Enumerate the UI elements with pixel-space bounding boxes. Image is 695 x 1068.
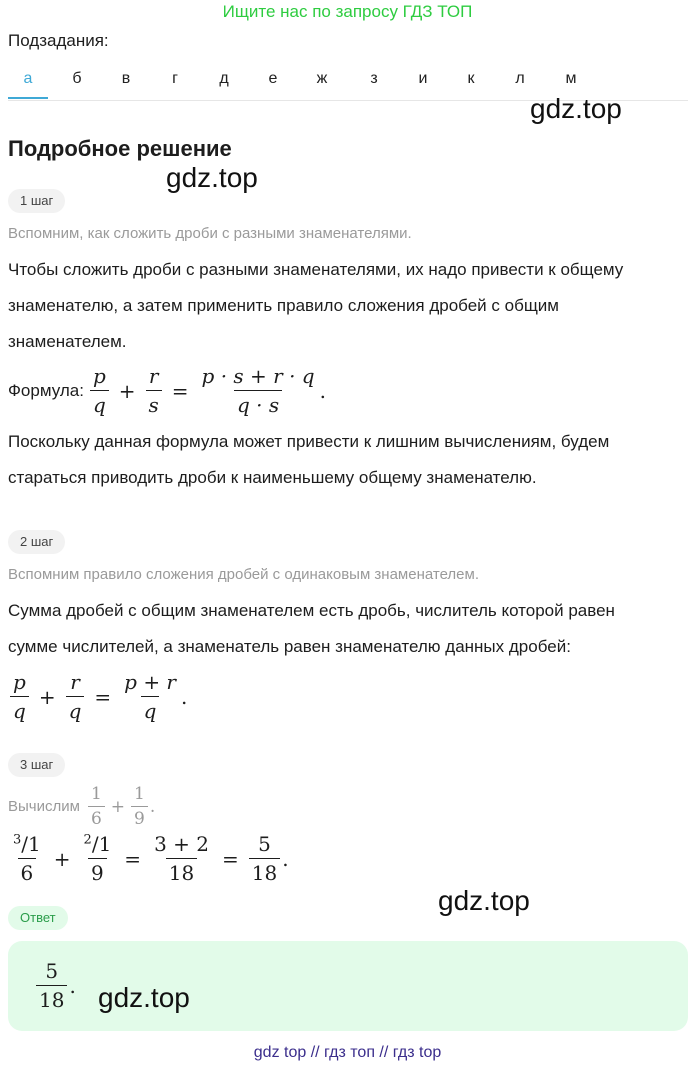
fraction: $\frac{^2/1}{9}$ [83, 832, 112, 885]
fraction: $\frac{^3/1}{6}$ [13, 832, 41, 885]
step-2-line-2: сумме числителей, а знаменатель равен знаменателю данных дробей: [8, 637, 571, 656]
step-1-line-2: знаменателю, а затем применить правило сложения дробей с общим [8, 296, 559, 315]
equals-sign: = [171, 378, 189, 403]
tab-e[interactable]: е [268, 70, 278, 87]
section-title: Подробное решение [8, 136, 232, 161]
tab-d[interactable]: д [219, 70, 229, 87]
answer-badge: Ответ [8, 906, 68, 930]
fraction: $\frac{3 + 2}{18}$ [154, 832, 209, 885]
plus-sign: + [110, 796, 126, 817]
fraction: $\frac{r}{s}$ [146, 364, 162, 417]
subtasks-label: Подзадания: [8, 31, 109, 50]
tab-i[interactable]: и [418, 70, 428, 87]
fraction: $\frac{r}{q}$ [66, 670, 85, 723]
fraction: $\frac{5}{18}$ [36, 959, 67, 1012]
period: . [282, 846, 289, 871]
step-2-text [8, 593, 688, 665]
step-1-text [8, 252, 688, 360]
equals-sign: = [221, 846, 239, 871]
equals-sign: = [94, 684, 112, 709]
plus-sign: + [53, 846, 71, 871]
tab-a[interactable]: а [8, 70, 48, 99]
step-2-hint: Вспомним правило сложения дробей с одинаковым знаменателем. [8, 566, 479, 583]
fraction: $\frac{p + r}{q}$ [124, 670, 176, 723]
period: . [319, 378, 326, 403]
step-1-line-3: знаменателем. [8, 332, 127, 351]
equals-sign: = [124, 846, 142, 871]
watermark: gdz.top [166, 162, 258, 193]
plus-sign: + [118, 378, 136, 403]
tab-b[interactable]: б [72, 70, 82, 87]
answer-value [34, 959, 76, 1012]
fraction: $\frac{1}{6}$ [88, 784, 105, 829]
step-2-badge: 2 шаг [8, 530, 65, 554]
period: . [69, 973, 76, 998]
plus-sign: + [38, 684, 56, 709]
tab-k[interactable]: к [467, 70, 475, 87]
step-2-line-1: Сумма дробей с общим знаменателем есть дробь, числитель которой равен [8, 601, 615, 620]
fraction: $\frac{1}{9}$ [131, 784, 148, 829]
step-1-line-1: Чтобы сложить дроби с разными знаменателями, их надо привести к общему [8, 260, 624, 279]
period: . [181, 684, 188, 709]
tab-v[interactable]: в [121, 70, 131, 87]
step-3-hint [8, 784, 155, 829]
tab-zh[interactable]: ж [316, 70, 328, 87]
fraction: $\frac{p}{q}$ [10, 670, 29, 723]
fraction: $\frac{p}{q}$ [90, 364, 109, 417]
step-1-badge: 1 шаг [8, 189, 65, 213]
tab-l[interactable]: л [515, 70, 525, 87]
step-1-formula [8, 364, 326, 417]
step-1-note-line-1: Поскольку данная формула может привести к лишним вычислениям, будем [8, 432, 610, 451]
watermark: gdz.top [530, 93, 622, 124]
step-3-computation [8, 832, 289, 885]
fraction: $\frac{5}{18}$ [249, 832, 280, 885]
tab-m[interactable]: м [565, 70, 577, 87]
formula-label: Формула: [8, 380, 84, 400]
fraction: $\frac{p \cdot s + r \cdot q}{q \cdot s}$ [201, 364, 315, 417]
search-banner: Ищите нас по запросу ГДЗ ТОП [222, 2, 473, 21]
watermark: gdz.top [438, 885, 530, 916]
step-2-formula [8, 670, 187, 723]
answer-box [8, 941, 688, 1031]
footer-links[interactable]: gdz top // гдз топ // гдз top [253, 1044, 442, 1061]
step-1-note [8, 424, 688, 496]
watermark: gdz.top [98, 982, 190, 1013]
period: . [149, 796, 156, 817]
step-3-hint-text: Вычислим [8, 798, 80, 815]
tab-z[interactable]: з [370, 70, 378, 87]
step-1-hint: Вспомним, как сложить дроби с разными знаменателями. [8, 225, 412, 242]
step-3-badge: 3 шаг [8, 753, 65, 777]
tab-g[interactable]: г [172, 70, 178, 87]
step-1-note-line-2: стараться приводить дроби к наименьшему общему знаменателю. [8, 468, 537, 487]
